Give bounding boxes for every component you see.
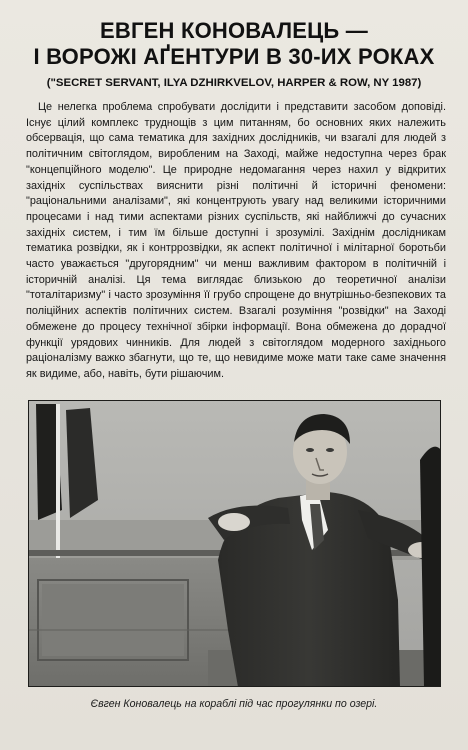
article-source: ("SECRET SERVANT, ILYA DZHIRKVELOV, HARPER & ROW, NY 1987) (46, 77, 422, 89)
article-title-line-2: І ВОРОЖІ АҐЕНТУРИ В 30-ИХ РОКАХ (33, 44, 435, 69)
photo-caption: Євген Коновалець на кораблі під час прогулянки по озері. (90, 698, 378, 710)
historical-photograph (28, 400, 441, 687)
photo-illustration (28, 400, 441, 687)
article-title-line-1: ЕВГЕН КОНОВАЛЕЦЬ — (100, 18, 368, 43)
article-body-paragraph: Це нелегка проблема спробувати дослідити і представити засобом доповіді. Існує цілий комплекс труднощів з цим питанням, бо основних яких належить обсервація, що сама тематика для західних дослідників, чи взагалі для людей з політичним світоглядом, виробленим на Заході, майже недоступна через брак "концепційного моделю". Це природне недомагання через нахил у відкритих західніх суспільствах вияснити різні політичні й історичні феномени: "раціональними аналізами", які концентрують увагу над великими історичними процесами і над тими аспектами різних суспільств, які найближчі до сучасних західніх систем, і тим їм більше доступні і зрозумілі. Західнім дослідникам тематика розвідки, як і контррозвідки, як аспект політичної і мілітарної боротьби часто уважається "другорядним" чи менш важливим фактором в політичній і історичній аналізі. Ця тема виглядає близькою до теоретичної аналізи "тоталітаризму" і часто зрозуміння її грубо спрощене до внутрішньо-безпекових та поліційних аспектів політичних систем. Взагалі розуміння "розвідки" на Заході обмежене до процесу технічної збірки інформації. Вона обмежена до дорадчої функції урядових чинників. Для людей з світоглядом модерного західнього раціоналізму важко збагнути, що те, що невидиме може мати таке саме значення як видиме, або, навіть, бути рішаючим. (26, 101, 446, 380)
